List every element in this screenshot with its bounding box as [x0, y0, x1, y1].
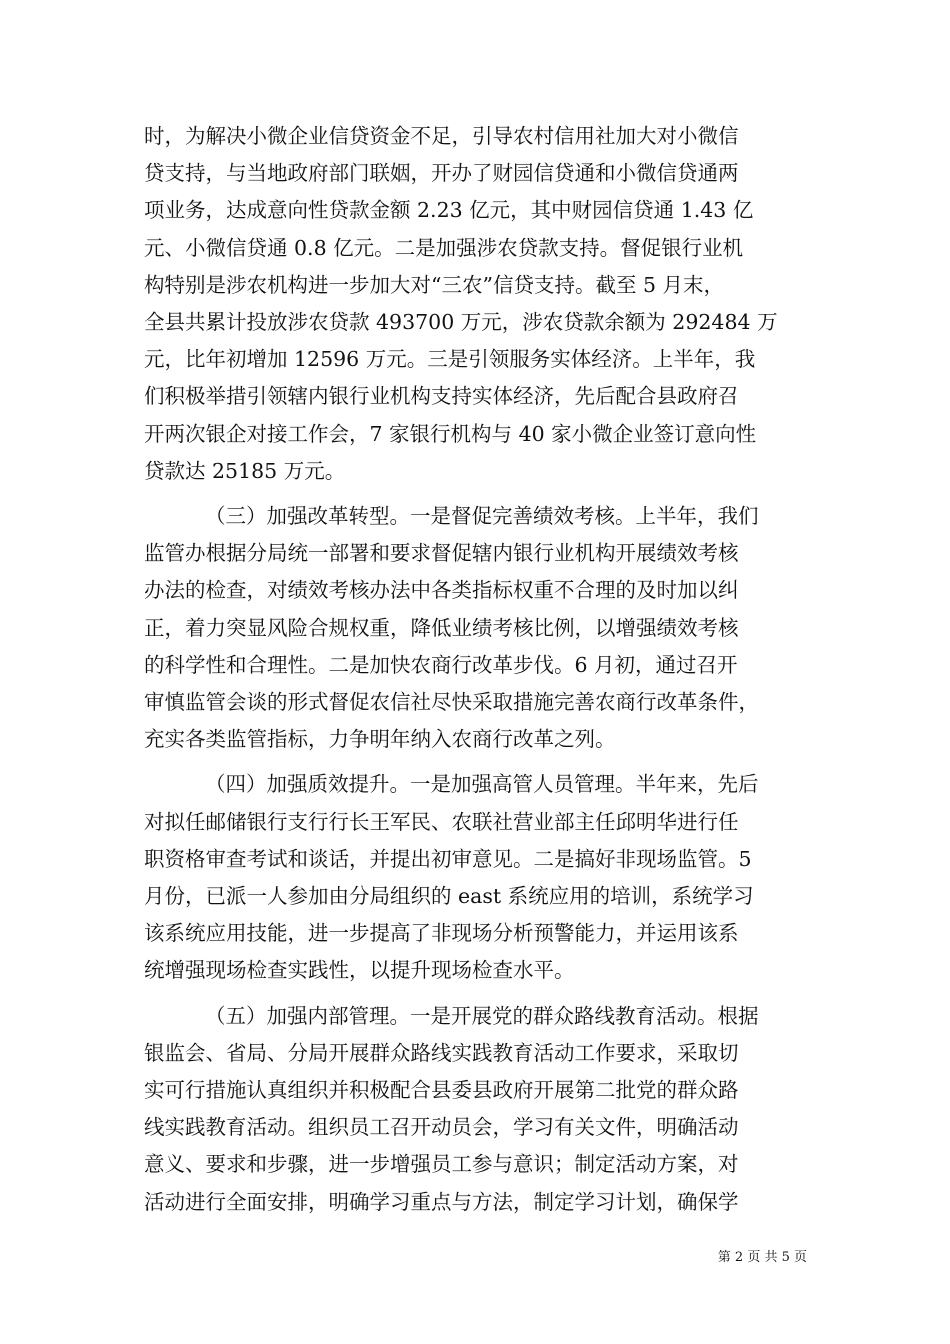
text-line: 充实各类监管指标，力争明年纳入农商行改革之列。 [144, 727, 616, 752]
text-line: 贷款达 25185 万元。 [144, 458, 346, 483]
text-line: 统增强现场检查实践性，以提升现场检查水平。 [144, 958, 575, 983]
text-line: 正，着力突显风险合规权重，降低业绩考核比例，以增强绩效考核 [144, 615, 739, 640]
text-line: 元，比年初增加 12596 万元。三是引领服务实体经济。上半年，我 [144, 347, 756, 372]
text-line: 构特别是涉农机构进一步加大对“三农”信贷支持。截至 5 月末， [144, 272, 725, 297]
text-line: 开两次银企对接工作会，7 家银行机构与 40 家小微企业签订意向性 [144, 421, 757, 446]
text-line: 项业务，达成意向性贷款金额 2.23 亿元，其中财园信贷通 1.43 亿 [144, 198, 754, 223]
text-line: （三）加强改革转型。一是督促完善绩效考核。上半年，我们 [205, 504, 759, 529]
text-line: 活动进行全面安排，明确学习重点与方法，制定学习计划，确保学 [144, 1189, 739, 1214]
document-body [144, 118, 812, 1221]
text-line: 时，为解决小微企业信贷资金不足，引导农村信用社加大对小微信 [144, 124, 739, 148]
text-line: 贷支持，与当地政府部门联姻，开办了财园信贷通和小微信贷通两 [144, 161, 739, 186]
text-line: 对拟任邮储银行支行行长王军民、农联社营业部主任邱明华进行任 [144, 809, 739, 834]
text-line: （四）加强质效提升。一是加强高管人员管理。半年来，先后 [205, 772, 759, 797]
paragraph-section-5 [144, 998, 812, 1221]
paragraph-section-3 [144, 498, 812, 758]
text-line: （五）加强内部管理。一是开展党的群众路线教育活动。根据 [205, 1003, 759, 1028]
text-line: 线实践教育活动。组织员工召开动员会，学习有关文件，明确活动 [144, 1115, 739, 1140]
text-line: 该系统应用技能，进一步提高了非现场分析预警能力，并运用该系 [144, 921, 739, 946]
text-line: 实可行措施认真组织并积极配合县委县政府开展第二批党的群众路 [144, 1078, 739, 1103]
text-line: 监管办根据分局统一部署和要求督促辖内银行业机构开展绩效考核 [144, 541, 739, 566]
text-line: 元、小微信贷通 0.8 亿元。二是加强涉农贷款支持。督促银行业机 [144, 235, 744, 260]
text-line: 全县共累计投放涉农贷款 493700 万元，涉农贷款余额为 292484 万 [144, 310, 778, 335]
text-line: 办法的检查，对绩效考核办法中各类指标权重不合理的及时加以纠 [144, 578, 739, 603]
text-line: 月份，已派一人参加由分局组织的 east 系统应用的培训，系统学习 [144, 884, 754, 909]
text-line: 审慎监管会谈的形式督促农信社尽快采取措施完善农商行改革条件， [144, 690, 759, 715]
text-line: 意义、要求和步骤，进一步增强员工参与意识；制定活动方案，对 [144, 1152, 739, 1177]
page-number-footer: 第 2 页 共 5 页 [717, 1250, 807, 1265]
text-line: 银监会、省局、分局开展群众路线实践教育活动工作要求，采取切 [144, 1040, 739, 1065]
paragraph-section-4 [144, 766, 812, 989]
paragraph-1 [144, 118, 812, 490]
text-line: 职资格审查考试和谈话，并提出初审意见。二是搞好非现场监管。5 [144, 846, 752, 871]
text-line: 们积极举措引领辖内银行业机构支持实体经济，先后配合县政府召 [144, 384, 739, 409]
text-line: 的科学性和合理性。二是加快农商行改革步伐。6 月初，通过召开 [144, 652, 738, 677]
